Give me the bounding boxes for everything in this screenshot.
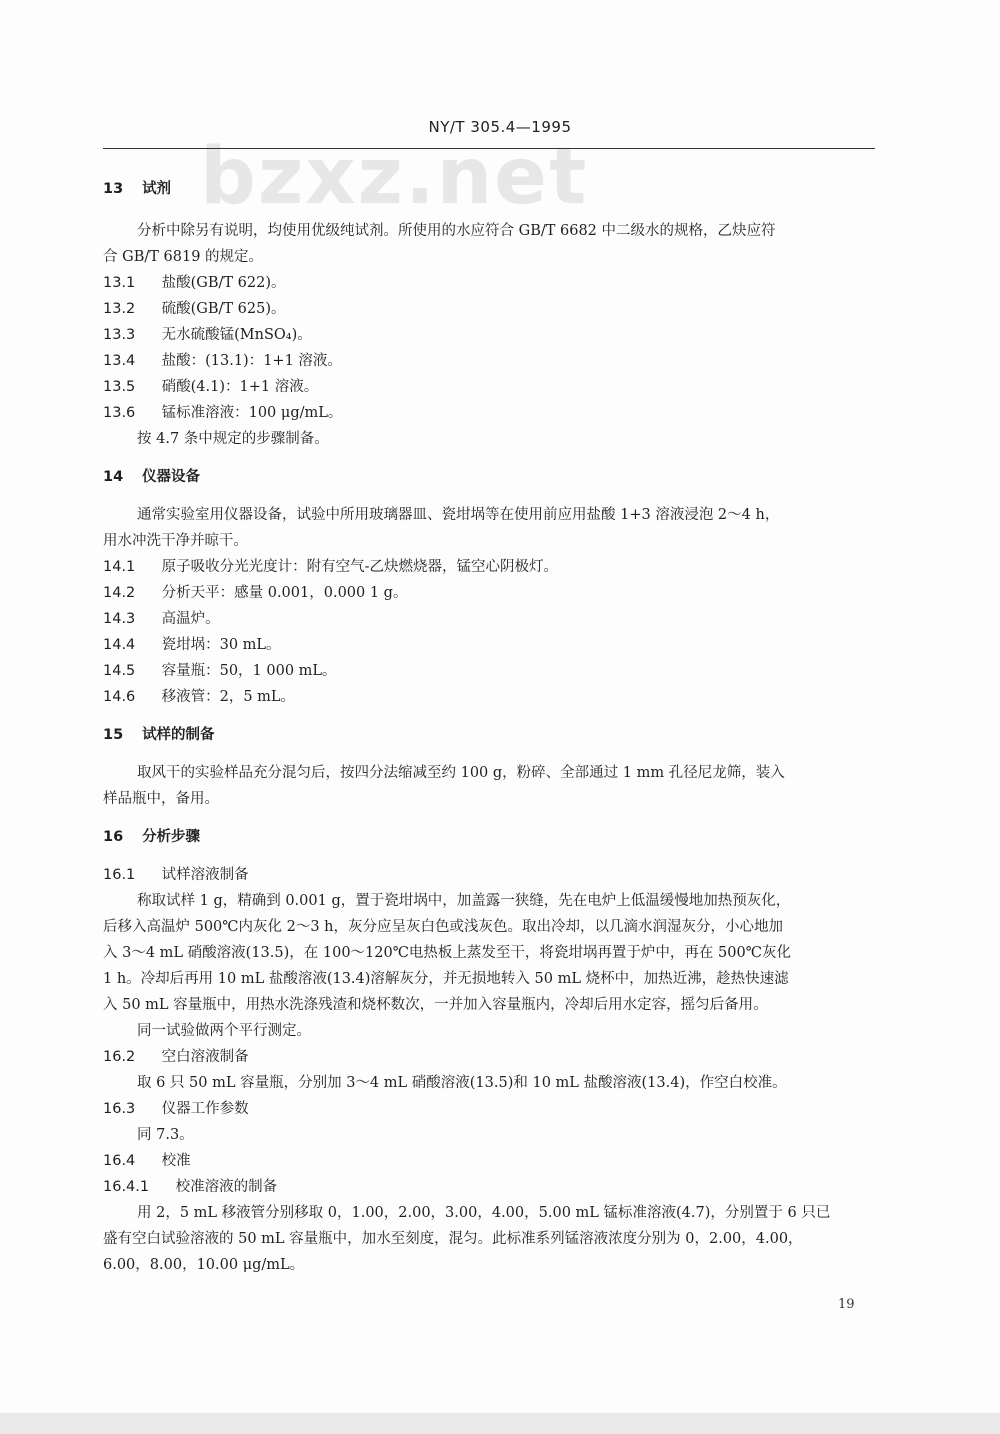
paragraph-line: 分析中除另有说明，均使用优级纯试剂。所使用的水应符合 GB/T 6682 中二级水的规格，乙炔应符	[137, 223, 776, 239]
paragraph-line: 入 3～4 mL 硝酸溶液(13.5)，在 100～120℃电热板上蒸发至干，将瓷坩埚再置于炉中，再在 500℃灰化	[103, 945, 791, 961]
paragraph-line: 用 2，5 mL 移液管分别移取 0，1.00，2.00，3.00，4.00，5.00 mL 锰标准溶液(4.7)，分别置于 6 只已	[137, 1205, 831, 1221]
item-number: 13.3	[103, 327, 136, 343]
item-text: 硫酸(GB/T 625)。	[161, 301, 286, 317]
item-text: 盐酸：(13.1)：1+1 溶液。	[161, 353, 342, 369]
list-item	[103, 374, 878, 400]
paragraph-line: 称取试样 1 g，精确到 0.001 g，置于瓷坩埚中，加盖露一狭缝，先在电炉上低温缓慢地加热预灰化，	[137, 893, 791, 909]
subsection-number: 16.4.1	[103, 1179, 150, 1195]
paragraph-line: 按 4.7 条中规定的步骤制备。	[137, 431, 329, 447]
subsection-number: 16.3	[103, 1101, 136, 1117]
subsection-title: 空白溶液制备	[161, 1049, 249, 1065]
paragraph-line: 6.00，8.00，10.00 μg/mL。	[103, 1257, 305, 1273]
item-text: 容量瓶：50，1 000 mL。	[161, 663, 337, 679]
item-text: 瓷坩埚：30 mL。	[161, 637, 281, 653]
list-item	[103, 270, 878, 296]
item-number: 13.4	[103, 353, 136, 369]
paragraph-line: 同一试验做两个平行测定。	[137, 1023, 311, 1039]
paragraph-line: 入 50 mL 容量瓶中，用热水洗涤残渣和烧杯数次，一并加入容量瓶内，冷却后用水定容，摇匀后备用。	[103, 997, 768, 1013]
item-text: 无水硫酸锰(MnSO₄)。	[161, 327, 312, 343]
item-text: 高温炉。	[161, 611, 220, 627]
section-13-heading	[103, 174, 878, 204]
section-title: 试样的制备	[142, 727, 215, 743]
document-body	[103, 174, 878, 1278]
header-rule	[103, 148, 875, 149]
subsection-16-4-heading	[103, 1148, 878, 1174]
item-text: 原子吸收分光光度计：附有空气-乙炔燃烧器，锰空心阴极灯。	[161, 559, 559, 575]
section-title: 分析步骤	[142, 829, 201, 845]
item-number: 14.3	[103, 611, 136, 627]
section-number: 15	[103, 727, 124, 743]
paragraph-line: 取 6 只 50 mL 容量瓶，分别加 3～4 mL 硝酸溶液(13.5)和 10 mL 盐酸溶液(13.4)，作空白校准。	[137, 1075, 787, 1091]
list-item	[103, 322, 878, 348]
item-number: 14.1	[103, 559, 136, 575]
list-item	[103, 554, 878, 580]
section-title: 试剂	[142, 181, 172, 197]
list-item	[103, 296, 878, 322]
item-text: 移液管：2，5 mL。	[161, 689, 296, 705]
item-number: 13.5	[103, 379, 136, 395]
section-15-heading	[103, 720, 878, 750]
item-number: 14.2	[103, 585, 136, 601]
subsection-16-4-1-heading	[103, 1174, 878, 1200]
list-item	[103, 400, 878, 426]
section-14-heading	[103, 462, 878, 492]
section-title: 仪器设备	[142, 469, 201, 485]
section-number: 13	[103, 181, 124, 197]
subsection-16-2-heading	[103, 1044, 878, 1070]
list-item	[103, 606, 878, 632]
subsection-title: 校准	[161, 1153, 191, 1169]
section-number: 16	[103, 829, 124, 845]
item-text: 分析天平：感量 0.001，0.000 1 g。	[161, 585, 408, 601]
subsection-title: 校准溶液的制备	[175, 1179, 278, 1195]
item-number: 13.6	[103, 405, 136, 421]
subsection-number: 16.1	[103, 867, 136, 883]
paragraph-line: 1 h。冷却后再用 10 mL 盐酸溶液(13.4)溶解灰分，并无损地转入 50 mL 烧杯中，加热近沸，趁热快速滤	[103, 971, 789, 987]
subsection-16-1-heading	[103, 862, 878, 888]
paragraph-line: 样品瓶中，备用。	[103, 791, 219, 807]
list-item	[103, 348, 878, 374]
paragraph-line: 后移入高温炉 500℃内灰化 2～3 h，灰分应呈灰白色或浅灰色。取出冷却，以几滴水润湿灰分，小心地加	[103, 919, 784, 935]
page-number: 19	[838, 1297, 855, 1312]
item-text: 硝酸(4.1)：1+1 溶液。	[161, 379, 319, 395]
item-number: 14.4	[103, 637, 136, 653]
paragraph-line: 取风干的实验样品充分混匀后，按四分法缩减至约 100 g，粉碎、全部通过 1 mm 孔径尼龙筛，装入	[137, 765, 785, 781]
section-number: 14	[103, 469, 124, 485]
viewer-bottom-bar	[0, 1413, 1000, 1434]
subsection-title: 试样溶液制备	[161, 867, 249, 883]
subsection-number: 16.4	[103, 1153, 136, 1169]
subsection-16-3-heading	[103, 1096, 878, 1122]
watermark: bzxz.net	[200, 132, 589, 222]
list-item	[103, 684, 878, 710]
list-item	[103, 632, 878, 658]
list-item	[103, 580, 878, 606]
item-number: 13.2	[103, 301, 136, 317]
subsection-number: 16.2	[103, 1049, 136, 1065]
item-number: 13.1	[103, 275, 136, 291]
paragraph-line: 盛有空白试验溶液的 50 mL 容量瓶中，加水至刻度，混匀。此标准系列锰溶液浓度分别为 0，2.00，4.00，	[103, 1231, 803, 1247]
paragraph-line: 合 GB/T 6819 的规定。	[103, 249, 264, 265]
subsection-title: 仪器工作参数	[161, 1101, 249, 1117]
item-text: 盐酸(GB/T 622)。	[161, 275, 286, 291]
item-text: 锰标准溶液：100 μg/mL。	[161, 405, 343, 421]
list-item	[103, 658, 878, 684]
item-number: 14.5	[103, 663, 136, 679]
paragraph-line: 同 7.3。	[137, 1127, 194, 1143]
item-number: 14.6	[103, 689, 136, 705]
standard-header: NY/T 305.4—1995	[428, 118, 572, 136]
paragraph-line: 通常实验室用仪器设备，试验中所用玻璃器皿、瓷坩埚等在使用前应用盐酸 1+3 溶液浸泡 2～4 h，	[137, 507, 780, 523]
paragraph-line: 用水冲洗干净并晾干。	[103, 533, 248, 549]
section-16-heading	[103, 822, 878, 852]
